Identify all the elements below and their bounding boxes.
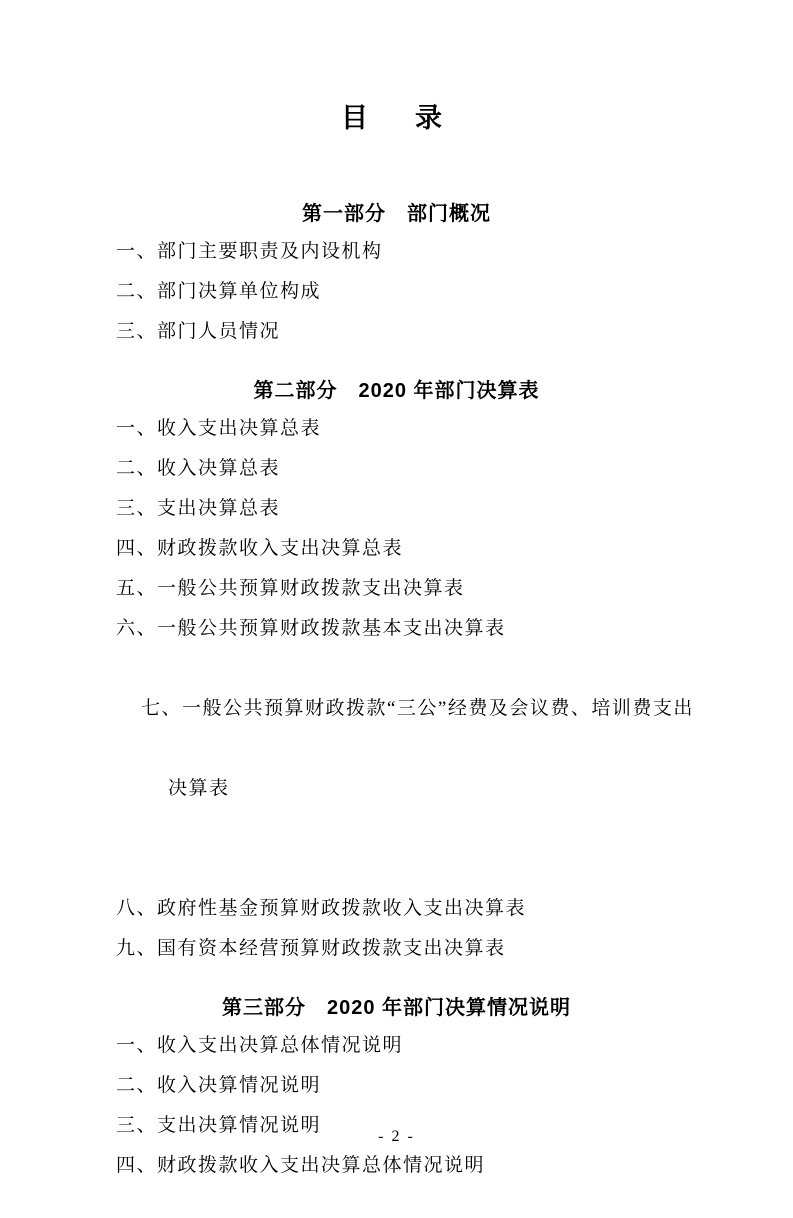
toc-item[interactable]: 四、财政拨款收入支出决算总表 <box>116 538 404 559</box>
section-heading-part-two: 第二部分 2020 年部门决算表 <box>253 380 540 402</box>
document-page <box>0 96 793 1218</box>
toc-item[interactable]: 二、收入决算情况说明 <box>116 1075 322 1096</box>
toc-item[interactable]: 三、支出决算情况说明 <box>116 1115 322 1136</box>
toc-item[interactable]: 八、政府性基金预算财政拨款收入支出决算表 <box>116 898 527 919</box>
toc-item[interactable]: 一、部门主要职责及内设机构 <box>116 241 383 262</box>
toc-item[interactable]: 二、收入决算总表 <box>116 458 281 479</box>
toc-item[interactable]: 一、收入支出决算总体情况说明 <box>116 1035 404 1056</box>
toc-item[interactable]: 六、一般公共预算财政拨款基本支出决算表 <box>116 618 506 639</box>
toc-item-line-2: 决算表 <box>168 778 230 799</box>
toc-item[interactable]: 九、国有资本经营预算财政拨款支出决算表 <box>116 938 506 959</box>
toc-item[interactable] <box>96 649 697 889</box>
section-heading-part-three: 第三部分 2020 年部门决算情况说明 <box>221 997 572 1019</box>
toc-item-line-1: 七、一般公共预算财政拨款“三公”经费及会议费、培训费支出 <box>141 698 694 719</box>
toc-item[interactable]: 二、部门决算单位构成 <box>116 281 322 302</box>
toc-item[interactable]: 三、支出决算总表 <box>116 498 281 519</box>
section-heading-part-one: 第一部分 部门概况 <box>302 203 491 225</box>
toc-item[interactable]: 一、收入支出决算总表 <box>116 418 322 439</box>
toc-item[interactable]: 五、一般公共预算财政拨款支出决算表 <box>116 578 465 599</box>
toc-item[interactable]: 四、财政拨款收入支出决算总体情况说明 <box>116 1155 486 1176</box>
page-number: - 2 - <box>378 1128 415 1145</box>
toc-item[interactable]: 三、部门人员情况 <box>116 321 281 342</box>
page-title: 目 录 <box>341 103 452 133</box>
